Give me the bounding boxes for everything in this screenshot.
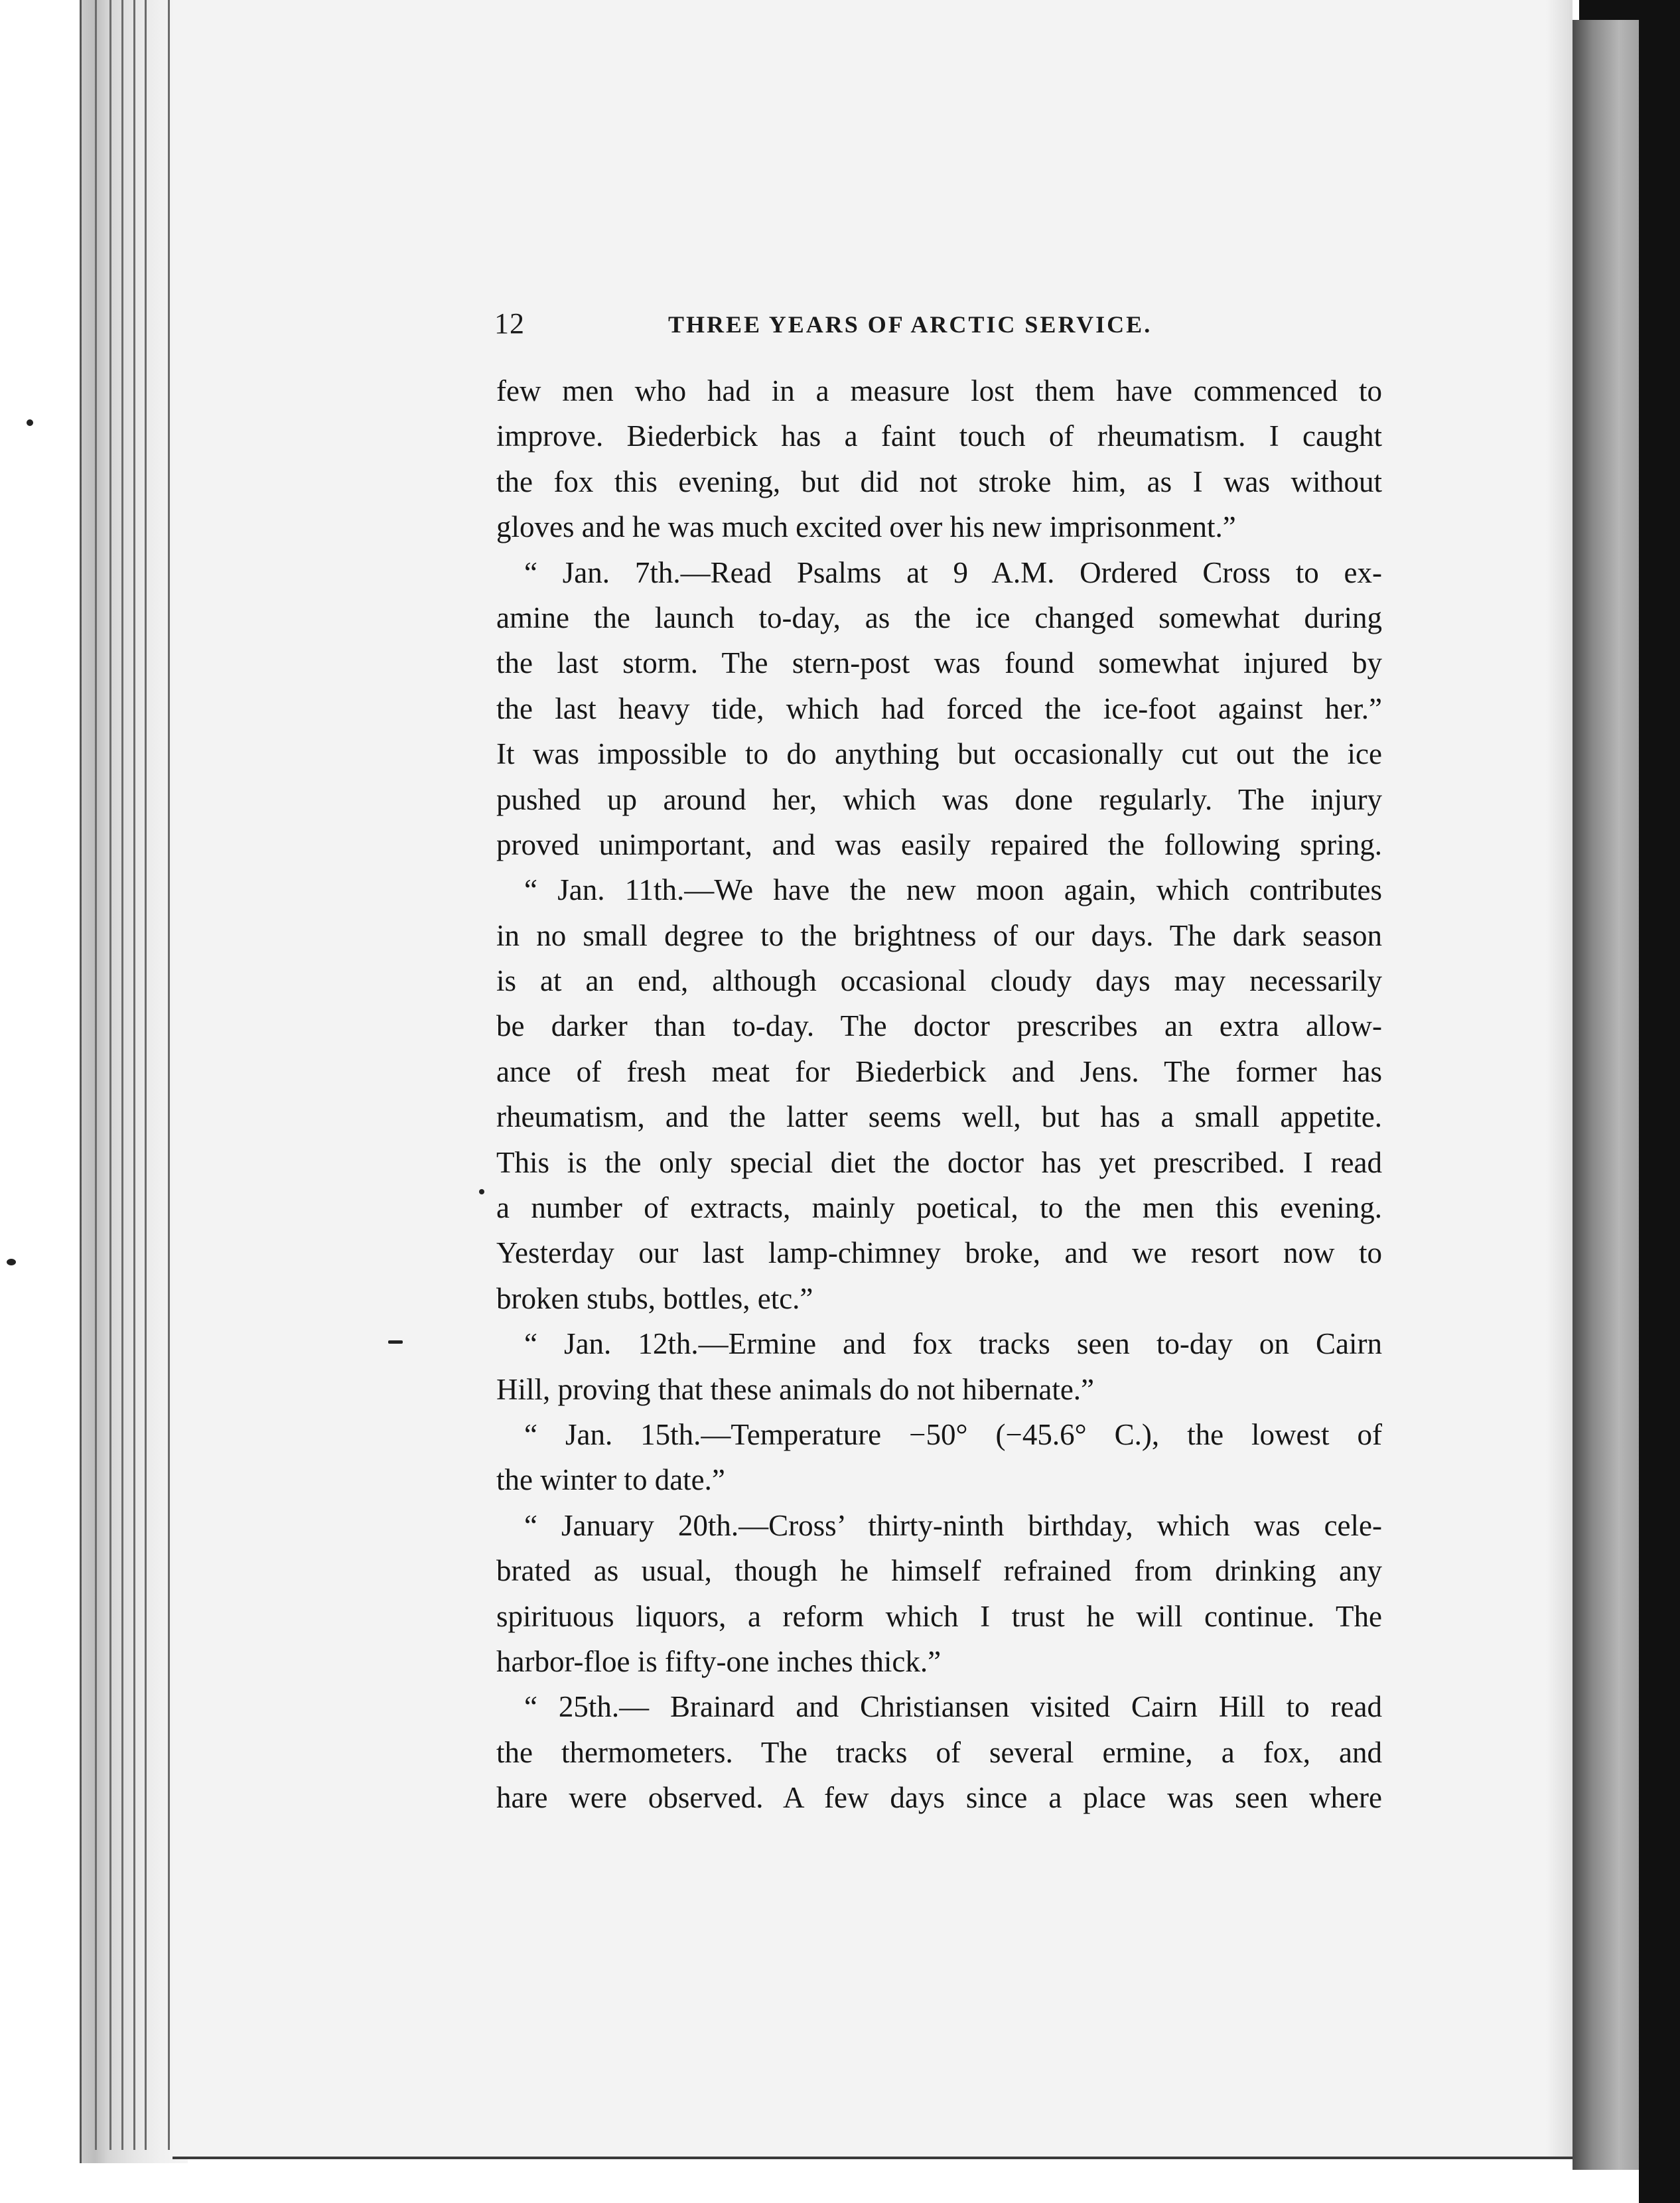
text-line: rheumatism, and the latter seems well, but has a small appetite. bbox=[496, 1100, 1382, 1134]
text-line: “ Jan. 12th.—Ermine and fox tracks seen to-day on Cairn bbox=[524, 1327, 1382, 1361]
text-line: This is the only special diet the doctor has yet prescribed. I read bbox=[496, 1145, 1382, 1179]
text-line: amine the launch to-day, as the ice changed somewhat during bbox=[496, 601, 1382, 634]
scan-speck bbox=[7, 1259, 16, 1265]
page-edge-line bbox=[168, 0, 170, 2150]
text-line: brated as usual, though he himself refrained from drinking any bbox=[496, 1554, 1382, 1588]
text-line: hare were observed. A few days since a place was seen where bbox=[496, 1781, 1382, 1815]
body-text bbox=[496, 368, 1382, 1821]
text-line: be darker than to-day. The doctor prescribes an extra allow- bbox=[496, 1009, 1382, 1043]
scan-speck bbox=[27, 419, 33, 426]
text-line: the last storm. The stern-post was found somewhat injured by bbox=[496, 646, 1382, 680]
text-line: “ January 20th.—Cross’ thirty-ninth birthday, which was cele- bbox=[524, 1508, 1382, 1542]
text-line: Yesterday our last lamp-chimney broke, and we resort now to bbox=[496, 1236, 1382, 1270]
text-line: “ Jan. 15th.—Temperature −50° (−45.6° C.), the lowest of bbox=[524, 1417, 1382, 1451]
page-number: 12 bbox=[494, 307, 525, 340]
page-edges-stack bbox=[80, 0, 188, 2163]
text-line: the fox this evening, but did not stroke him, as I was without bbox=[496, 464, 1382, 498]
page-edge-line bbox=[145, 0, 147, 2150]
text-line: “ 25th.— Brainard and Christiansen visited Cairn Hill to read bbox=[524, 1690, 1382, 1724]
text-line: “ Jan. 11th.—We have the new moon again, which contributes bbox=[524, 873, 1382, 907]
page-edge-line bbox=[109, 0, 111, 2150]
text-line: in no small degree to the brightness of our days. The dark season bbox=[496, 918, 1382, 952]
text-line: few men who had in a measure lost them have commenced to bbox=[496, 374, 1382, 407]
text-line: the winter to date.” bbox=[496, 1463, 725, 1497]
scan-speck bbox=[479, 1189, 484, 1194]
page-header bbox=[494, 307, 1204, 346]
text-line: the last heavy tide, which had forced the ice-foot against her.” bbox=[496, 691, 1382, 725]
page-edge-line bbox=[95, 0, 97, 2150]
scan-border-top bbox=[1579, 0, 1680, 20]
page-edge-line bbox=[121, 0, 123, 2150]
scan-speck bbox=[388, 1340, 403, 1344]
book-binding-shadow bbox=[1573, 20, 1645, 2170]
text-line: a number of extracts, mainly poetical, to the men this evening. bbox=[496, 1191, 1382, 1225]
scan-border-right bbox=[1639, 20, 1680, 2203]
page-edge-line bbox=[133, 0, 135, 2150]
text-line: pushed up around her, which was done regularly. The injury bbox=[496, 782, 1382, 816]
text-line: spirituous liquors, a reform which I trust he will continue. The bbox=[496, 1599, 1382, 1633]
text-line: the thermometers. The tracks of several ermine, a fox, and bbox=[496, 1735, 1382, 1769]
text-line: improve. Biederbick has a faint touch of rheumatism. I caught bbox=[496, 419, 1382, 453]
text-line: “ Jan. 7th.—Read Psalms at 9 A.M. Ordered Cross to ex- bbox=[524, 555, 1382, 589]
text-line: ance of fresh meat for Biederbick and Jens. The former has bbox=[496, 1054, 1382, 1088]
text-line: is at an end, although occasional cloudy days may necessarily bbox=[496, 964, 1382, 998]
text-line: gloves and he was much excited over his new imprisonment.” bbox=[496, 510, 1236, 544]
text-line: proved unimportant, and was easily repaired the following spring. bbox=[496, 827, 1382, 861]
running-head: THREE YEARS OF ARCTIC SERVICE. bbox=[668, 311, 1153, 338]
text-line: It was impossible to do anything but occasionally cut out the ice bbox=[496, 737, 1382, 771]
text-line: harbor-floe is fifty-one inches thick.” bbox=[496, 1644, 942, 1678]
text-line: broken stubs, bottles, etc.” bbox=[496, 1281, 813, 1315]
text-line: Hill, proving that these animals do not hibernate.” bbox=[496, 1372, 1095, 1406]
